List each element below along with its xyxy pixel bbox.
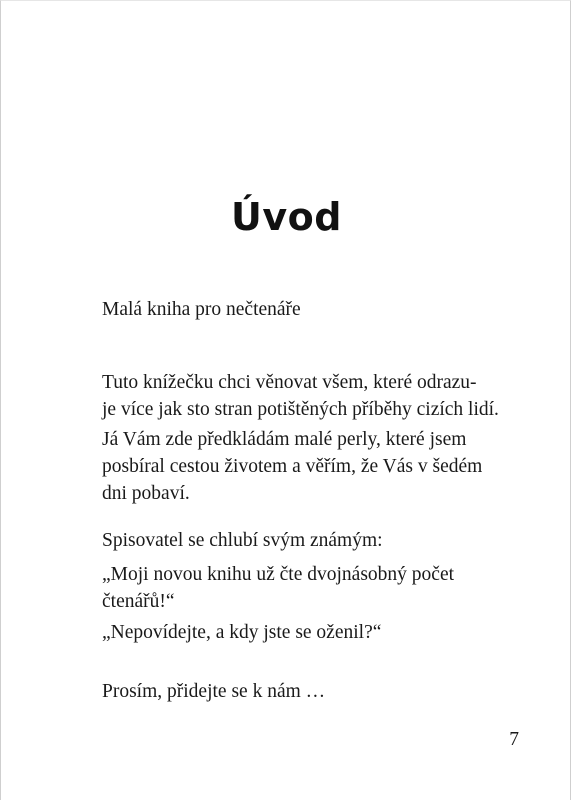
paragraph-line: Tuto knížečku chci věnovat všem, které odrazu- (102, 372, 477, 393)
joke-quote-line: „Nepovídejte, a kdy jste se oženil?“ (102, 622, 382, 643)
joke-quote-line: „Moji novou knihu už čte dvojnásobný počet (102, 564, 455, 585)
paragraph-line: posbíral cestou životem a věřím, že Vás v šedém (102, 456, 483, 477)
page-number: 7 (509, 729, 519, 750)
joke-intro: Spisovatel se chlubí svým známým: (102, 530, 383, 551)
paragraph-line: dni pobaví. (102, 483, 190, 504)
paragraph-line: Já Vám zde předkládám malé perly, které jsem (102, 429, 467, 450)
closing-line: Prosím, přidejte se k nám … (102, 681, 326, 702)
paragraph-line: je více jak sto stran potištěných příběhy cizích lidí. (102, 399, 499, 420)
joke-quote-line: čtenářů!“ (102, 591, 175, 612)
subtitle: Malá kniha pro nečtenáře (102, 299, 301, 320)
chapter-title: Úvod (231, 195, 342, 239)
